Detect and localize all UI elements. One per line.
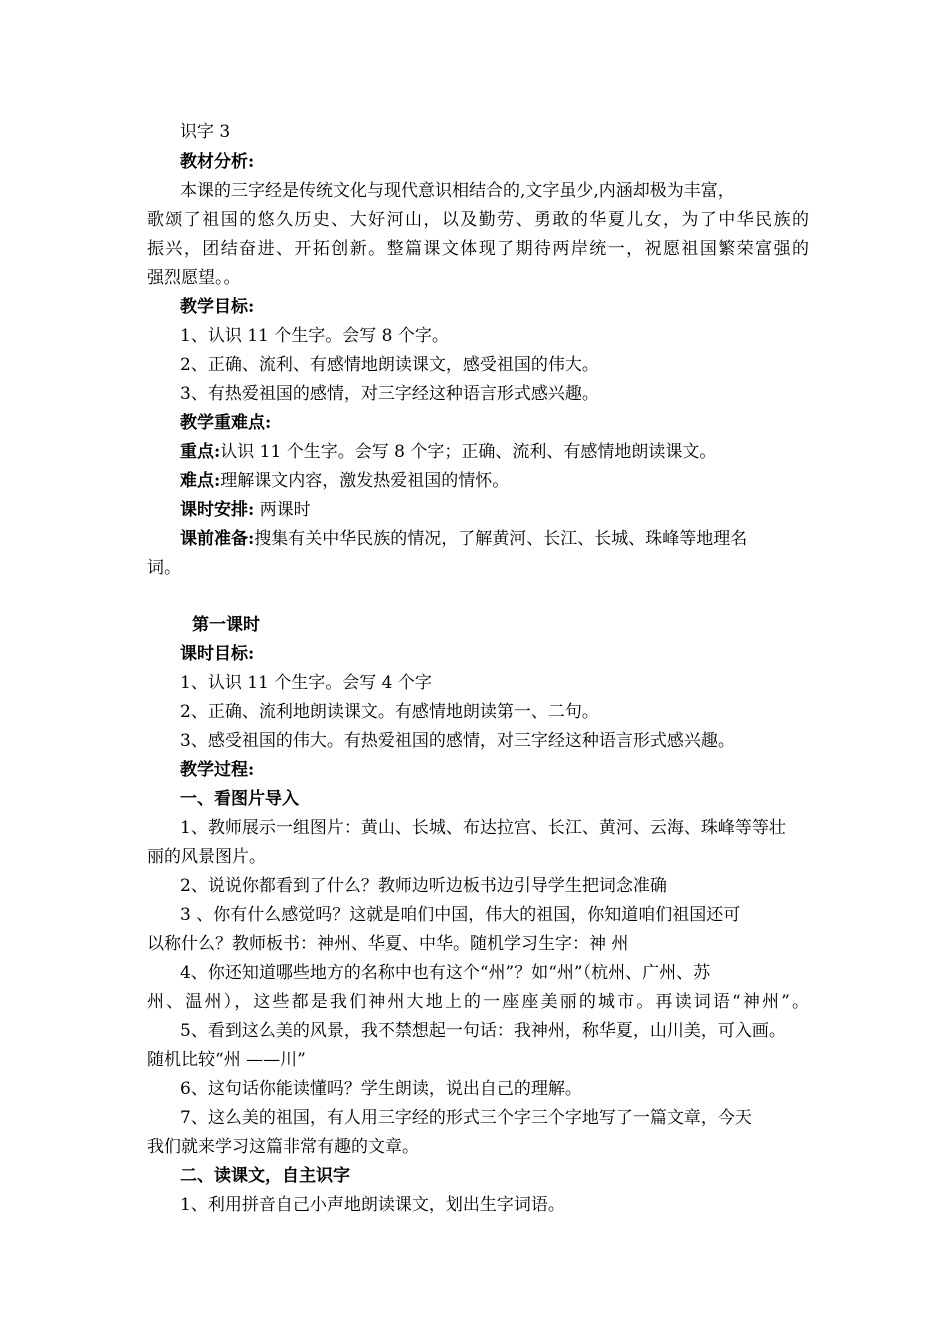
- lesson-goals-label: 课时目标:: [180, 644, 255, 664]
- goal-item-3: 3、有热爱祖国的感情，对三字经这种语言形式感兴趣。: [180, 384, 599, 404]
- difficulty-text: 理解课文内容，激发热爱祖国的情怀。: [220, 471, 510, 491]
- key-point-text: 认识 11 个生字。会写 8 个字；正确、流利、有感情地朗读课文。: [220, 442, 717, 462]
- key-point-row: [180, 442, 716, 462]
- part-two-title: 二、读课文，自主识字: [180, 1166, 350, 1186]
- lesson-goal-1: 1、认识 11 个生字。会写 4 个字: [180, 673, 432, 693]
- analysis-label: 教材分析:: [180, 152, 255, 172]
- step-3-line-2: 以称什么？教师板书：神州、华夏、中华。随机学习生字：神 州: [147, 934, 629, 954]
- analysis-text-line-4: 强烈愿望。。: [147, 268, 241, 288]
- step-7-line-2: 我们就来学习这篇非常有趣的文章。: [147, 1137, 419, 1157]
- step-4-line-1: 4、你还知道哪些地方的名称中也有这个“州”？如“州”（杭州、广州、苏: [180, 963, 711, 983]
- key-points-label: 教学重难点:: [180, 413, 272, 433]
- difficulty-row: [180, 471, 509, 491]
- schedule-label: 课时安排:: [180, 500, 255, 520]
- step-1-line-2: 丽的风景图片。: [147, 847, 266, 867]
- step-4-line-2: 州、温州），这些都是我们神州大地上的一座座美丽的城市。再读词语“神州”。: [147, 992, 809, 1012]
- step-5-line-2: 随机比较“州 ——川”: [147, 1050, 306, 1070]
- part-two-step-1: 1、利用拼音自己小声地朗读课文，划出生字词语。: [180, 1195, 565, 1215]
- preparation-row: [180, 529, 747, 549]
- preparation-text: 搜集有关中华民族的情况，了解黄河、长江、长城、珠峰等地理名: [254, 529, 748, 549]
- preparation-text-cont: 词。: [147, 558, 181, 578]
- lesson-title: 识字 3: [180, 122, 231, 142]
- step-6: 6、这句话你能读懂吗？学生朗读，说出自己的理解。: [180, 1079, 582, 1099]
- step-5-line-1: 5、看到这么美的风景，我不禁想起一句话：我神州，称华夏，山川美，可入画。: [180, 1021, 786, 1041]
- difficulty-label: 难点:: [180, 471, 221, 491]
- schedule-row: [180, 500, 311, 520]
- preparation-label: 课前准备:: [180, 529, 255, 549]
- step-3-line-1: 3 、你有什么感觉吗？这就是咱们中国，伟大的祖国，你知道咱们祖国还可: [180, 905, 741, 925]
- lesson-goal-3: 3、感受祖国的伟大。有热爱祖国的感情，对三字经这种语言形式感兴趣。: [180, 731, 735, 751]
- process-label: 教学过程:: [180, 760, 255, 780]
- lesson-one-title: 第一课时: [192, 615, 260, 635]
- goals-label: 教学目标:: [180, 297, 255, 317]
- part-one-title: 一、看图片导入: [180, 789, 299, 809]
- step-1-line-1: 1、教师展示一组图片：黄山、长城、布达拉宫、长江、黄河、云海、珠峰等等壮: [180, 818, 786, 838]
- key-point-label: 重点:: [180, 442, 221, 462]
- step-7-line-1: 7、这么美的祖国，有人用三字经的形式三个字三个字地写了一篇文章，今天: [180, 1108, 752, 1128]
- lesson-goal-2: 2、正确、流利地朗读课文。有感情地朗读第一、二句。: [180, 702, 599, 722]
- analysis-text-line-2: 歌颂了祖国的悠久历史、大好河山，以及勤劳、勇敢的华夏儿女，为了中华民族的: [147, 210, 809, 230]
- analysis-text-line-3: 振兴，团结奋进、开拓创新。整篇课文体现了期待两岸统一，祝愿祖国繁荣富强的: [147, 239, 809, 259]
- goal-item-1: 1、认识 11 个生字。会写 8 个字。: [180, 326, 449, 346]
- analysis-text-line-1: 本课的三字经是传统文化与现代意识相结合的,文字虽少,内涵却极为丰富，: [180, 181, 735, 201]
- step-2: 2、说说你都看到了什么？教师边听边板书边引导学生把词念准确: [180, 876, 667, 896]
- schedule-text: 两课时: [259, 500, 311, 520]
- goal-item-2: 2、正确、流利、有感情地朗读课文，感受祖国的伟大。: [180, 355, 599, 375]
